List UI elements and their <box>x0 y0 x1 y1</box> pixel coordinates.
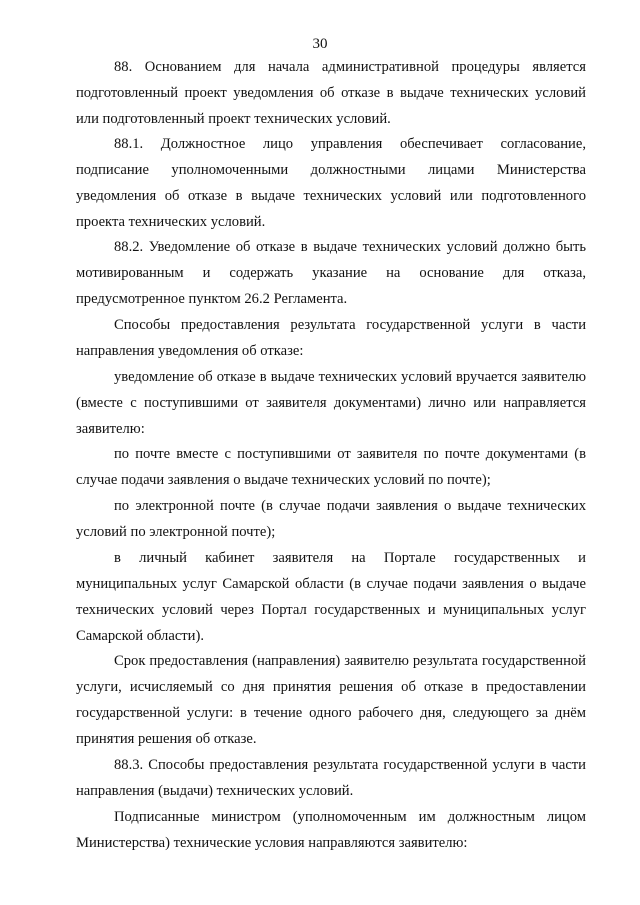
page-number: 30 <box>312 36 328 52</box>
paragraph-by-email: по электронной почте (в случае подачи заявления о выдаче технических условий по электронной почте); <box>76 498 586 540</box>
paragraph-88-1: 88.1. Должностное лицо управления обеспечивает согласование, подписание уполномоченными должностными лицами Министерства уведомления об отказе в выдаче технических условий или подготовленного проекта технических условий. <box>76 136 586 230</box>
paragraph-deadline: Срок предоставления (направления) заявителю результата государственной услуги, исчисляемый со дня принятия решения об отказе в предоставлении государственной услуги: в течение одного рабочего дня, следующего за днём принятия решения об отказе. <box>76 653 586 747</box>
paragraph-signed-conditions: Подписанные министром (уполномоченным им должностным лицом Министерства) технические условия направляются заявителю: <box>76 809 586 851</box>
paragraph-by-mail: по почте вместе с поступившими от заявителя по почте документами (в случае подачи заявления о выдаче технических условий по почте); <box>76 446 586 488</box>
paragraph-methods-refusal: Способы предоставления результата государственной услуги в части направления уведомления об отказе: <box>76 317 586 359</box>
paragraph-notice-delivery: уведомление об отказе в выдаче технических условий вручается заявителю (вместе с поступившими от заявителя документами) лично или направляется заявителю: <box>76 369 586 437</box>
paragraph-88-2: 88.2. Уведомление об отказе в выдаче технических условий должно быть мотивированным и содержать указание на основание для отказа, предусмотренное пунктом 26.2 Регламента. <box>76 239 586 307</box>
paragraph-88: 88. Основанием для начала административной процедуры является подготовленный проект уведомления об отказе в выдаче технических условий или подготовленный проект технических условий. <box>76 59 586 127</box>
paragraph-personal-account: в личный кабинет заявителя на Портале государственных и муниципальных услуг Самарской области (в случае подачи заявления о выдаче технических условий через Портал государственных и муниципальных услуг Самарской области). <box>76 550 586 644</box>
paragraph-88-3: 88.3. Способы предоставления результата государственной услуги в части направления (выдачи) технических условий. <box>76 757 586 799</box>
